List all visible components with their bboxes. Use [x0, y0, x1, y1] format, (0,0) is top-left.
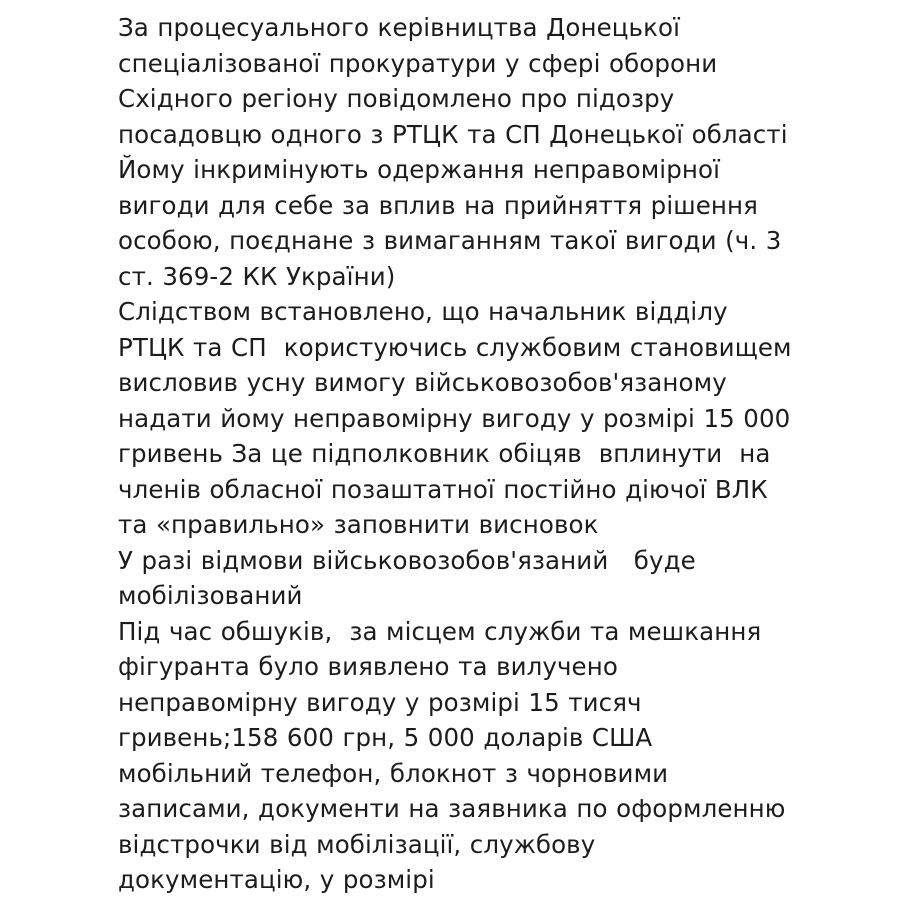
paragraph-1: За процесуального керівництва Донецької спеціалізованої прокуратури у сфері оборони Східного регіону повідомлено про підозру посадовцю одного з РТЦК та СП Донецької області — [118, 13, 788, 149]
paragraph-3: Слідством встановлено, що начальник відділу РТЦК та СП користуючись службовим становищем висловив усну вимогу військовозобов'язаному надати йому неправомірну вигоду у розмірі 15 000 гривень За це підполковник обіцяв вплинути на членів обласної позаштатної постійно діючої ВЛК та «правильно» заповнити висновок — [118, 297, 801, 539]
paragraph-5: Під час обшуків, за місцем служби та мешкання фігуранта було виявлено та вилучено неправомірну вигоду у розмірі 15 тисяч гривень;158 600 грн, 5 000 доларів США мобільний телефон, блокнот з чорновими записами, документи на заявника по оформленню відстрочки від мобілізації, службову документацію, у розмірі — [118, 616, 794, 894]
paragraph-2: Йому інкримінують одержання неправомірної вигоди для себе за вплив на прийняття рішення особою, поєднане з вимаганням такої вигоди (ч. 3 ст. 369-2 КК України) — [118, 155, 790, 291]
paragraph-4: У разі відмови військовозобов'язаний буде мобілізований — [118, 545, 705, 610]
